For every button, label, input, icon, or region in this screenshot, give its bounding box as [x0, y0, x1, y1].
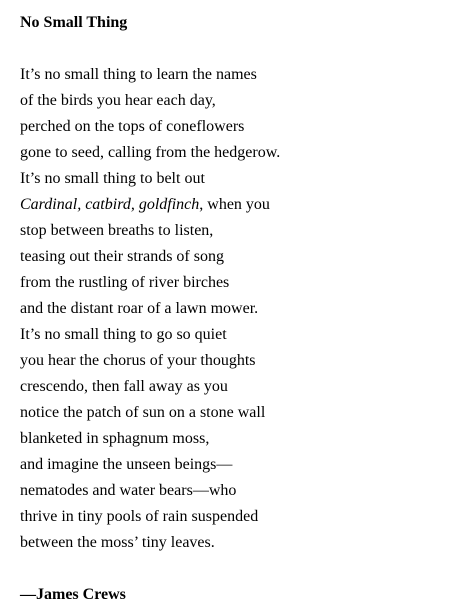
- poem-page: [20, 10, 460, 608]
- poem-title: No Small Thing: [20, 14, 128, 31]
- poem-line: teasing out their strands of song: [20, 248, 224, 265]
- poem-line: nematodes and water bears—who: [20, 482, 237, 499]
- poem-body: [20, 62, 460, 556]
- poem-line: between the moss’ tiny leaves.: [20, 534, 215, 551]
- poem-author: —James Crews: [20, 586, 126, 603]
- poem-line: blanketed in sphagnum moss,: [20, 430, 210, 447]
- poem-line-bird-names: [20, 192, 460, 218]
- bird-names-italic: Cardinal, catbird, goldfinch: [20, 196, 200, 213]
- poem-line: It’s no small thing to go so quiet: [20, 326, 227, 343]
- poem-line: and imagine the unseen beings—: [20, 456, 233, 473]
- poem-line: gone to seed, calling from the hedgerow.: [20, 144, 281, 161]
- poem-line: notice the patch of sun on a stone wall: [20, 404, 266, 421]
- bird-names-rest: , when you: [199, 196, 270, 213]
- poem-line: of the birds you hear each day,: [20, 92, 216, 109]
- poem-line: perched on the tops of coneflowers: [20, 118, 245, 135]
- poem-line: It’s no small thing to belt out: [20, 170, 205, 187]
- poem-line: stop between breaths to listen,: [20, 222, 214, 239]
- poem-line: crescendo, then fall away as you: [20, 378, 228, 395]
- poem-line: from the rustling of river birches: [20, 274, 230, 291]
- poem-line: and the distant roar of a lawn mower.: [20, 300, 259, 317]
- poem-line: you hear the chorus of your thoughts: [20, 352, 256, 369]
- poem-line: thrive in tiny pools of rain suspended: [20, 508, 259, 525]
- poem-line: It’s no small thing to learn the names: [20, 66, 257, 83]
